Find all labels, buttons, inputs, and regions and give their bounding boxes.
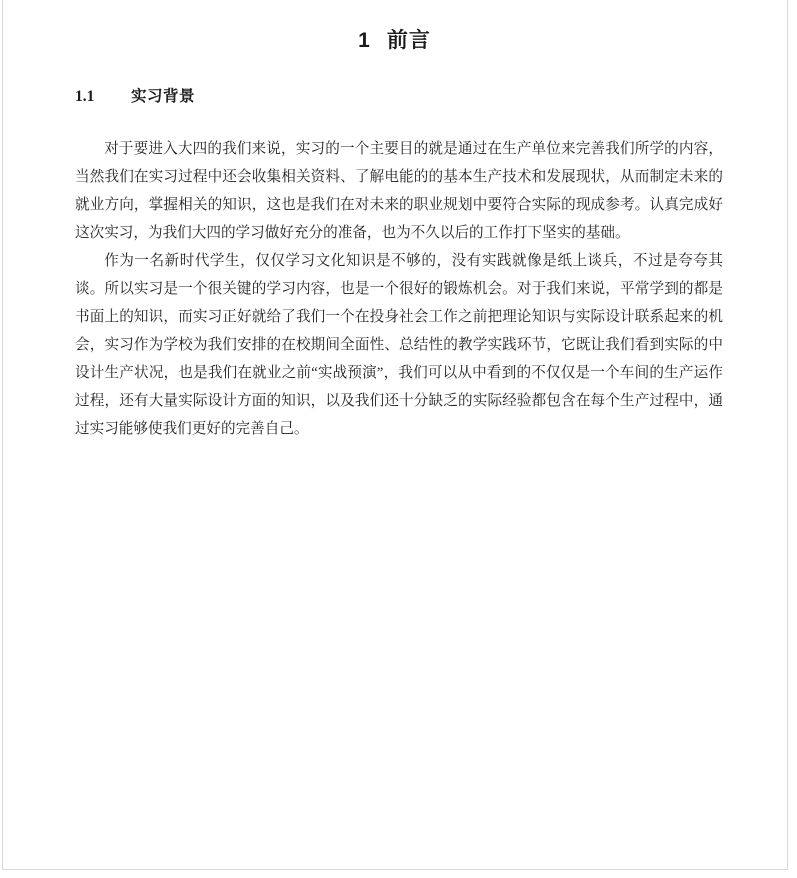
body-paragraph: 对于要进入大四的我们来说，实习的一个主要目的就是通过在生产单位来完善我们所学的内容，当然我们在实习过程中还会收集相关资料、了解电能的的基本生产技术和发展现状，从而制定未来的就业方向，掌握相关的知识，这也是我们在对未来的职业规划中要符合实际的现成参考。认真完成好这次实习，为我们大四的学习做好充分的准备，也为不久以后的工作打下坚实的基础。 bbox=[75, 141, 723, 241]
chapter-title: 前言 bbox=[386, 29, 431, 52]
section-title: 实习背景 bbox=[131, 88, 196, 105]
body-paragraph: 作为一名新时代学生，仅仅学习文化知识是不够的，没有实践就像是纸上谈兵，不过是夸夸其谈。所以实习是一个很关键的学习内容，也是一个很好的锻炼机会。对于我们来说，平常学到的都是书面上的知识，而实习正好就给了我们一个在投身社会工作之前把理论知识与实际设计联系起来的机会，实习作为学校为我们安排的在校期间全面性、总结性的教学实践环节，它既让我们看到实际的中设计生产状况，也是我们在就业之前“实战预演”，我们可以从中看到的不仅仅是一个车间的生产运作过程，还有大量实际设计方面的知识，以及我们还十分缺乏的实际经验都包含在每个生产过程中，通过实习能够使我们更好的完善自己。 bbox=[75, 253, 723, 437]
chapter-heading bbox=[2, 24, 787, 54]
page-border-right bbox=[787, 0, 788, 870]
page-border-left bbox=[2, 0, 3, 870]
section-number: 1.1 bbox=[75, 88, 95, 105]
section-heading bbox=[75, 84, 195, 106]
chapter-number: 1 bbox=[358, 29, 371, 52]
page-border-bottom bbox=[2, 869, 788, 870]
document-body bbox=[75, 135, 723, 443]
